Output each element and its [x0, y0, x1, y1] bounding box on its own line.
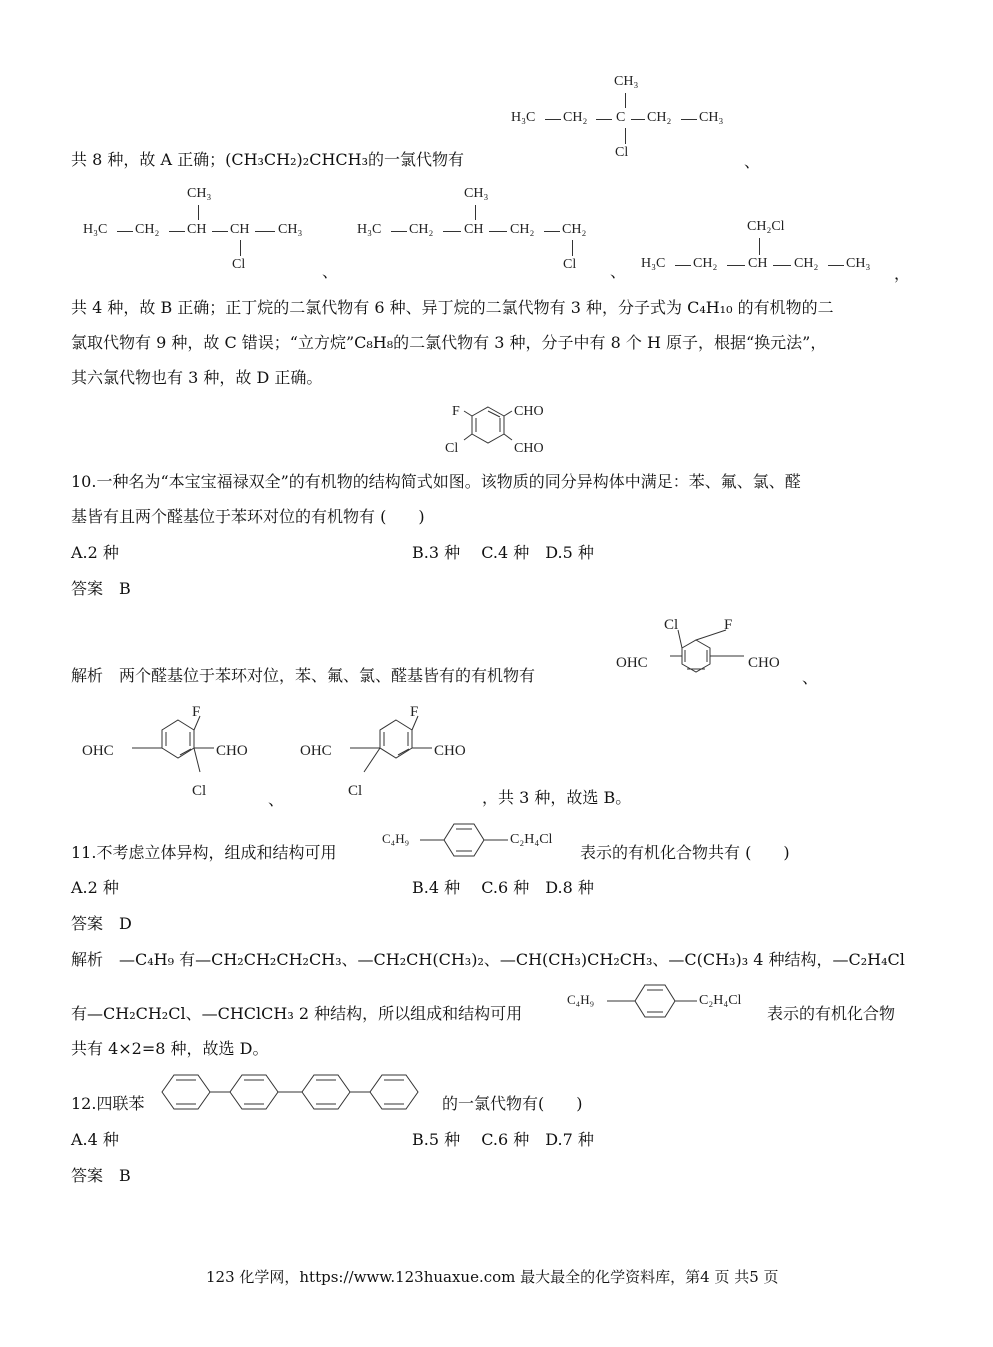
bond-vertical — [759, 238, 760, 255]
chem-ch2: CH₂ — [647, 110, 672, 125]
bond — [675, 265, 691, 266]
option-a: A.2 种 — [71, 878, 119, 897]
bond — [727, 265, 745, 266]
explanation-11-cont: 有—CH₂CH₂Cl、—CHClCH₃ 2 种结构，所以组成和结构可用 — [71, 1004, 523, 1023]
chem-h3c: H₃C — [83, 222, 108, 237]
separator: 、 — [268, 790, 285, 809]
cl-label: Cl — [445, 441, 459, 456]
bond — [828, 265, 844, 266]
chem-ch2: CH₂ — [510, 222, 535, 237]
separator: 、 — [744, 152, 761, 171]
question-11: 11.不考虑立体异构，组成和结构可用 — [71, 843, 337, 862]
options-bcd: B.4 种 C.6 种 D.8 种 — [412, 878, 594, 897]
c2h4cl-label: C₂H₄Cl — [510, 832, 553, 847]
bond — [169, 231, 185, 232]
chem-c: C — [616, 110, 626, 125]
bond-vertical — [240, 240, 241, 256]
separator: 、 — [802, 668, 819, 687]
cho-label: CHO — [514, 441, 544, 456]
comma: ， — [894, 264, 911, 283]
cho-label: CHO — [748, 655, 780, 671]
chem-ch3: CH₃ — [278, 222, 303, 237]
f-label: F — [410, 704, 419, 720]
options-bcd: B.3 种 C.4 种 D.5 种 — [412, 543, 594, 562]
chem-cl: Cl — [232, 257, 246, 272]
chem-ch3-top: CH₃ — [614, 74, 639, 89]
c4h9-label: C₄H₉ — [567, 992, 595, 1007]
text-line: 共 8 种，故 A 正确；(CH₃CH₂)₂CHCH₃的一氯代物有 — [71, 150, 465, 169]
ohc-label: OHC — [616, 655, 648, 671]
cho-label: CHO — [514, 404, 544, 419]
text-line: 共 4 种，故 B 正确；正丁烷的二氯代物有 6 种、异丁烷的二氯代物有 3 种，分子式为 C₄H₁₀ 的有机物的二 — [71, 298, 834, 317]
structure-isomer-2 — [82, 700, 282, 800]
bond — [773, 265, 791, 266]
bond — [544, 231, 560, 232]
f-label: F — [452, 404, 460, 419]
bond — [117, 231, 133, 232]
ohc-label: OHC — [82, 743, 114, 759]
question-10: 10.一种名为“本宝宝福禄双全”的有机物的结构简式如图。该物质的同分异构体中满足：苯、氟、氯、醛 — [71, 472, 801, 491]
cho-label: CHO — [216, 743, 248, 759]
c4h9-label: C₄H₉ — [382, 831, 410, 846]
question-12: 12.四联苯 — [71, 1094, 145, 1113]
options-bcd: B.5 种 C.6 种 D.7 种 — [412, 1130, 594, 1149]
f-label: F — [724, 617, 733, 633]
cl-label: Cl — [348, 783, 363, 799]
chem-ch: CH — [187, 222, 207, 237]
chem-ch2: CH₂ — [794, 256, 819, 271]
structure-c4h9-benzene-c2h4cl — [380, 822, 580, 858]
option-a: A.4 种 — [71, 1130, 119, 1149]
bond — [596, 119, 612, 120]
bond — [391, 231, 407, 232]
bond — [255, 231, 275, 232]
bond-vertical — [475, 205, 476, 220]
answer: 答案 D — [71, 914, 132, 933]
c2h4cl-label: C₂H₄Cl — [699, 993, 742, 1008]
chem-ch3: CH₃ — [699, 110, 724, 125]
chem-ch: CH — [230, 222, 250, 237]
chem-ch2cl: CH₂Cl — [747, 219, 785, 234]
chem-ch3: CH₃ — [846, 256, 871, 271]
option-a: A.2 种 — [71, 543, 119, 562]
cho-label: CHO — [434, 743, 466, 759]
question-12-end: 的一氯代物有( ) — [442, 1094, 583, 1113]
answer: 答案 B — [71, 579, 131, 598]
structure-fluoro-chloro-phthalaldehyde — [438, 402, 578, 462]
bond — [443, 231, 461, 232]
chem-ch: CH — [748, 256, 768, 271]
page-footer: 123 化学网，https://www.123huaxue.com 最大最全的化学资料库，第4 页 共5 页 — [206, 1268, 779, 1286]
chem-cl: Cl — [615, 145, 629, 160]
explanation-11: 解析 —C₄H₉ 有—CH₂CH₂CH₂CH₃、—CH₂CH(CH₃)₂、—CH(CH₃)CH₂CH₃、—C(CH₃)₃ 4 种结构，—C₂H₄Cl — [71, 950, 905, 969]
chem-ch2: CH₂ — [409, 222, 434, 237]
chem-cl: Cl — [563, 257, 577, 272]
structure-c4h9-benzene-c2h4cl — [565, 983, 765, 1019]
bond — [545, 119, 561, 120]
explanation-10: 解析 两个醛基位于苯环对位，苯、氟、氯、醛基皆有的有机物有 — [71, 666, 536, 685]
chem-ch2: CH₂ — [693, 256, 718, 271]
text-line: 其六氯代物也有 3 种，故 D 正确。 — [71, 368, 323, 387]
chem-ch: CH — [464, 222, 484, 237]
chem-ch2: CH₂ — [563, 110, 588, 125]
f-label: F — [192, 704, 201, 720]
ohc-label: OHC — [300, 743, 332, 759]
chem-ch2: CH₂ — [562, 222, 587, 237]
bond-vertical — [625, 128, 626, 144]
chem-ch3-top: CH₃ — [187, 186, 212, 201]
chem-h3c: H₃C — [511, 110, 536, 125]
question-11-end: 表示的有机化合物共有 ( ) — [580, 843, 790, 862]
chem-h3c: H₃C — [357, 222, 382, 237]
bond — [489, 231, 507, 232]
explanation-11-end: 共有 4×2=8 种，故选 D。 — [71, 1039, 269, 1058]
bond — [212, 231, 228, 232]
structure-isomer-3 — [300, 700, 500, 800]
bond-vertical — [625, 93, 626, 108]
cl-label: Cl — [664, 617, 679, 633]
question-10-cont: 基皆有且两个醛基位于苯环对位的有机物有 ( ) — [71, 507, 425, 526]
bond-vertical — [198, 205, 199, 220]
separator: 、 — [610, 262, 627, 281]
separator: 、 — [322, 262, 339, 281]
answer: 答案 B — [71, 1166, 131, 1185]
bond — [681, 119, 697, 120]
text-line: 氯取代物有 9 种，故 C 错误；“立方烷”C₈H₈的二氯代物有 3 种，分子中有 8 个 H 原子，根据“换元法”， — [71, 333, 827, 352]
structure-quaterphenyl — [158, 1072, 438, 1112]
chem-h3c: H₃C — [641, 256, 666, 271]
explanation-11-mid: 表示的有机化合物 — [767, 1004, 896, 1023]
cl-label: Cl — [192, 783, 207, 799]
structure-isomer-1 — [614, 612, 814, 682]
bond — [631, 119, 645, 120]
bond-vertical — [572, 240, 573, 256]
explanation-10-end: ，共 3 种，故选 B。 — [482, 788, 632, 807]
chem-ch2: CH₂ — [135, 222, 160, 237]
chem-ch3-top: CH₃ — [464, 186, 489, 201]
